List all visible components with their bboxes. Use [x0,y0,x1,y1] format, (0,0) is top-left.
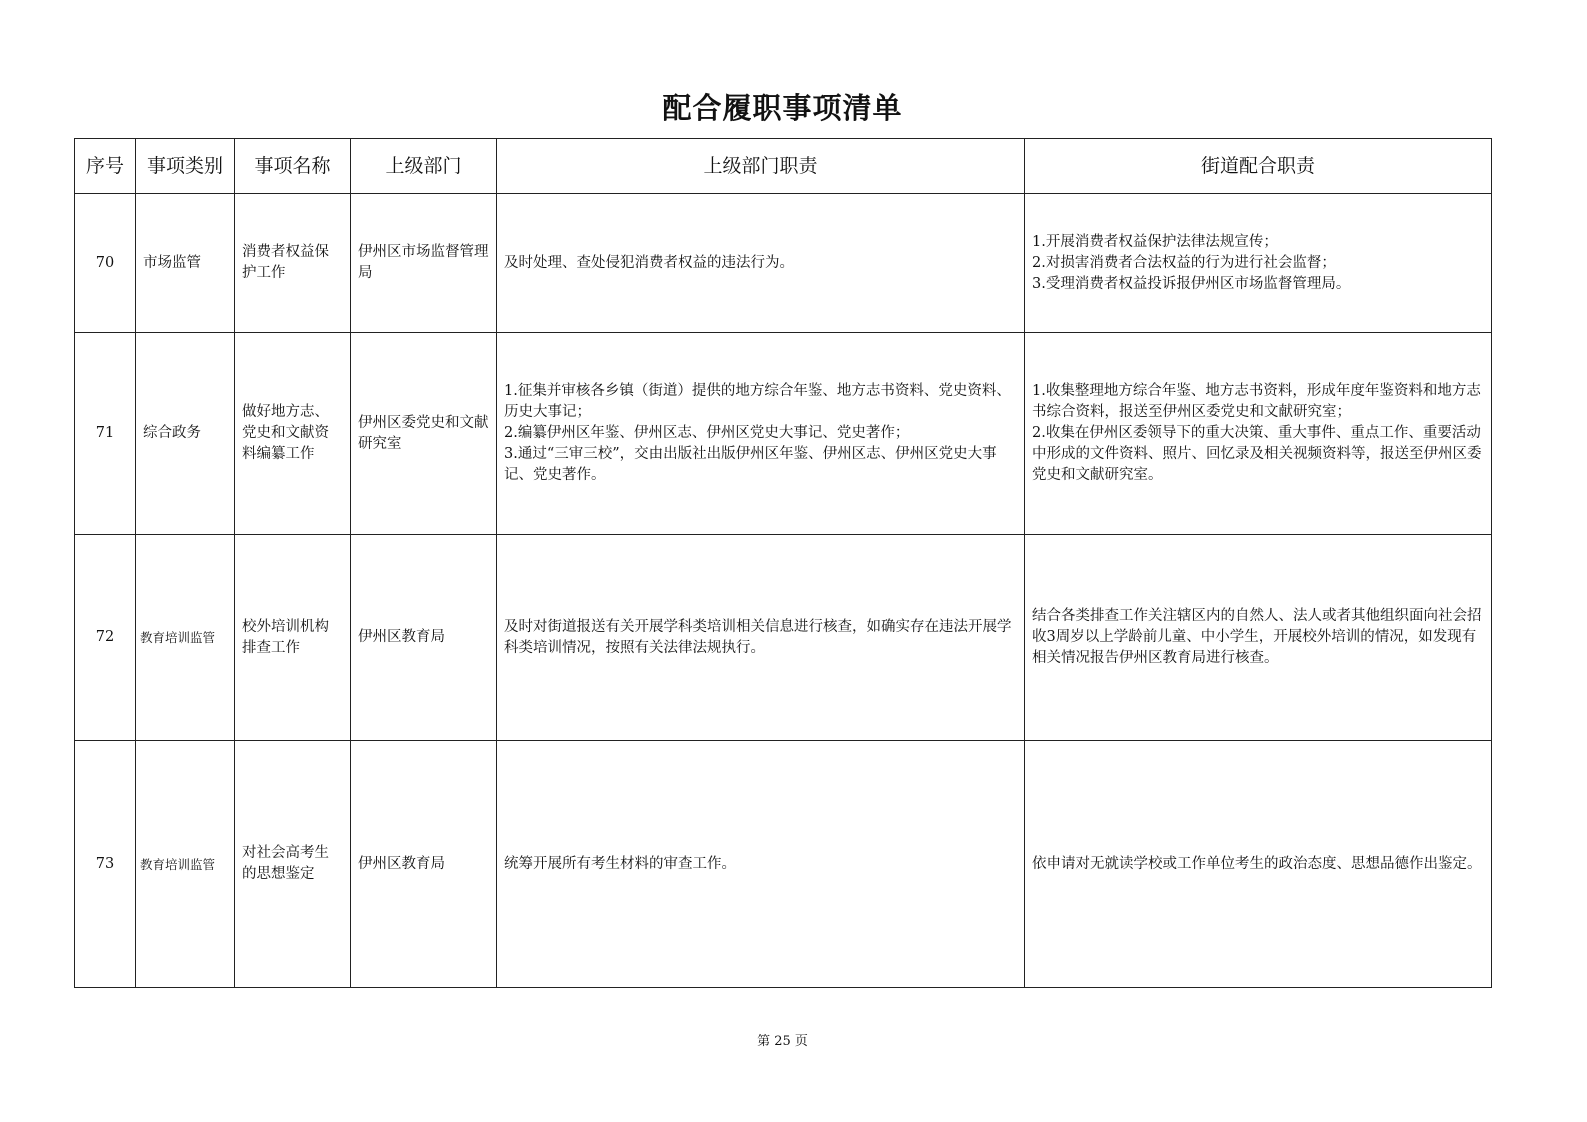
row-name: 消费者权益保护工作 [235,194,351,333]
header-name: 事项名称 [235,139,351,194]
row-no: 70 [75,194,136,333]
duty-line: 1.开展消费者权益保护法律法规宣传； [1032,233,1278,250]
table-row [75,535,1492,741]
row-category: 教育培训监管 [136,535,235,741]
row-dept-duty [497,535,1025,741]
row-name: 校外培训机构排查工作 [235,535,351,741]
duty-line: 依申请对无就读学校或工作单位考生的政治态度、思想品德作出鉴定。 [1032,855,1482,872]
row-street-duty [1025,194,1492,333]
table-header-row [75,139,1492,194]
table-row [75,333,1492,535]
duty-line: 及时对街道报送有关开展学科类培训相关信息进行核查，如确实存在违法开展学科类培训情况，按照有关法律法规执行。 [504,618,1012,656]
row-name: 做好地方志、党史和文献资料编纂工作 [235,333,351,535]
table-row [75,194,1492,333]
header-street-duty: 街道配合职责 [1025,139,1492,194]
row-dept: 伊州区教育局 [351,535,497,741]
row-dept-duty [497,741,1025,988]
duty-line: 2.收集在伊州区委领导下的重大决策、重大事件、重点工作、重要活动中形成的文件资料、照片、回忆录及相关视频资料等，报送至伊州区委党史和文献研究室。 [1032,425,1482,483]
header-dept-duty: 上级部门职责 [497,139,1025,194]
duty-line: 1.征集并审核各乡镇（街道）提供的地方综合年鉴、地方志书资料、党史资料、历史大事记； [504,383,1011,420]
header-no: 序号 [75,139,136,194]
duty-line: 结合各类排查工作关注辖区内的自然人、法人或者其他组织面向社会招收3周岁以上学龄前儿童、中小学生，开展校外培训的情况，如发现有相关情况报告伊州区教育局进行核查。 [1032,608,1482,666]
duty-line: 2.编纂伊州区年鉴、伊州区志、伊州区党史大事记、党史著作； [504,425,910,441]
duty-table [74,138,1492,988]
row-no: 73 [75,741,136,988]
row-dept: 伊州区教育局 [351,741,497,988]
duty-line: 1.收集整理地方综合年鉴、地方志书资料，形成年度年鉴资料和地方志书综合资料，报送至伊州区委党史和文献研究室； [1032,383,1481,420]
header-category: 事项类别 [136,139,235,194]
duty-line: 及时处理、查处侵犯消费者权益的违法行为。 [504,254,794,271]
row-no: 72 [75,535,136,741]
row-category: 综合政务 [136,333,235,535]
page-title: 配合履职事项清单 [662,91,903,125]
duty-line: 3.受理消费者权益投诉报伊州区市场监督管理局。 [1032,275,1351,292]
row-street-duty [1025,333,1492,535]
row-dept-duty [497,333,1025,535]
table-row [75,741,1492,988]
row-category: 教育培训监管 [136,741,235,988]
row-no: 71 [75,333,136,535]
header-dept: 上级部门 [351,139,497,194]
duty-line: 3.通过“三审三校”，交由出版社出版伊州区年鉴、伊州区志、伊州区党史大事记、党史著作。 [504,446,997,483]
row-category: 市场监管 [136,194,235,333]
duty-line: 2.对损害消费者合法权益的行为进行社会监督； [1032,254,1336,271]
row-dept: 伊州区委党史和文献研究室 [351,333,497,535]
duty-line: 统筹开展所有考生材料的审查工作。 [504,855,736,872]
row-name: 对社会高考生的思想鉴定 [235,741,351,988]
row-dept-duty [497,194,1025,333]
row-street-duty [1025,741,1492,988]
page-number: 第 25 页 [757,1034,808,1049]
row-dept: 伊州区市场监督管理局 [351,194,497,333]
row-street-duty [1025,535,1492,741]
